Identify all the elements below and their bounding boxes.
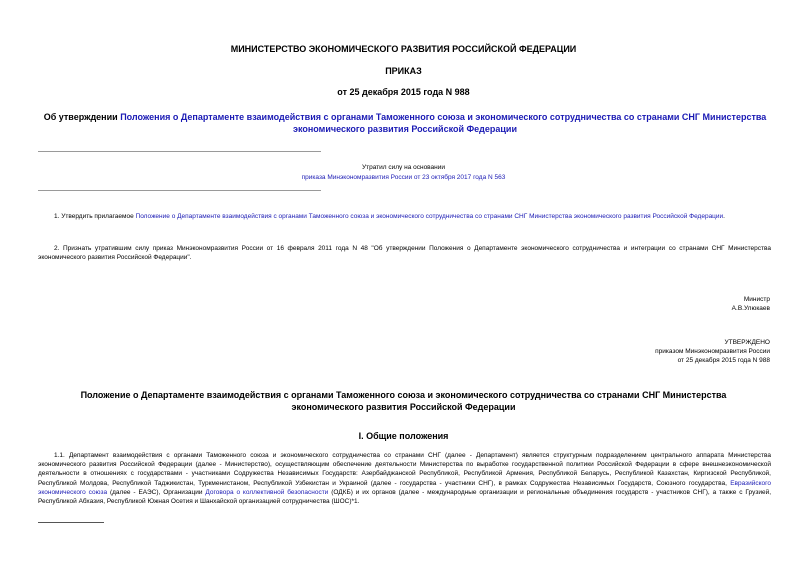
p1-suffix: . [723, 213, 725, 220]
status-line2-wrap [0, 173, 807, 182]
repeal-order-link[interactable]: приказа Минэкономразвития России от 23 октября 2017 года N 563 [301, 174, 506, 181]
doc-title [40, 111, 770, 135]
signature-role: Министр [743, 296, 770, 303]
approved-line2: приказом Минэкономразвития России [655, 348, 770, 355]
p11-text-b: (далее - ЕАЭС), Организации [107, 488, 206, 496]
p1-prefix: 1. Утвердить прилагаемое [54, 213, 136, 220]
ministry-heading: МИНИСТЕРСТВО ЭКОНОМИЧЕСКОГО РАЗВИТИЯ РОССИЙСКОЙ ФЕДЕРАЦИИ [230, 44, 577, 54]
doc-date-heading: от 25 декабря 2015 года N 988 [337, 87, 470, 97]
eaeu-link[interactable]: Евразийского экономического союза [38, 479, 771, 496]
regulation-link[interactable]: Положение о Департаменте взаимодействия с органами Таможенного союза и экономического сотрудничества со странами СНГ Министерства экономического развития Российской Федерации [135, 213, 724, 220]
doc-title-link[interactable]: Положения о Департаменте взаимодействия с органами Таможенного союза и экономического сотрудничества со странами СНГ Министерства экономического развития Российской Федерации [120, 112, 767, 134]
status-line1: Утратил силу на основании [361, 164, 446, 171]
paragraph-1 [38, 212, 771, 221]
approved-line1: УТВЕРЖДЕНО [724, 339, 770, 346]
signature-block [732, 295, 770, 313]
approved-block [655, 338, 770, 365]
signature-name: А.В.Улюкаев [731, 305, 770, 312]
doc-type-heading: ПРИКАЗ [385, 66, 422, 76]
approved-line3: от 25 декабря 2015 года N 988 [677, 357, 770, 364]
paragraph-1-1 [38, 451, 771, 506]
separator-top [38, 151, 321, 152]
p11-text-a: 1.1. Департамент взаимодействия с органами Таможенного союза и экономического сотрудничества со странами СНГ (далее - Департамент) является структурным подразделением центрального аппарата Министерства экономического развития Российской Федерации (далее - Министерство), осуществляющим обеспечение деятельности Министерства по выработке государственной политики Российской Федерации в сфере внешнеэкономической деятельности в отношениях с государствами - участниками Содружества Независимых Государств: Азербайджанской Республикой, Республикой Армения, Республикой Беларусь, Республикой Казахстан, Киргизской Республикой, Республикой Молдова, Республикой Таджикистан, Туркменистаном, Республикой Узбекистан и Украиной (далее - государства - участники СНГ), в рамках Содружества Независимых Государств, Союзного государства, [38, 452, 771, 487]
separator-bottom [38, 190, 321, 191]
doc-title-prefix: Об утверждении [43, 112, 121, 122]
csto-treaty-link[interactable]: Договора о коллективной безопасности [205, 488, 329, 496]
paragraph-2: 2. Признать утратившим силу приказ Минэкономразвития России от 16 февраля 2011 года N 48 "Об утверждении Положения о Департаменте экономического сотрудничества и интеграции со странами СНГ Министерства экономического развития Российской Федерации". [38, 245, 771, 262]
regulation-title: Положение о Департаменте взаимодействия с органами Таможенного союза и экономического сотрудничества со странами СНГ Министерства экономического развития Российской Федерации [80, 390, 727, 412]
p11-text-c: (ОДКБ) и их органов (далее - международные организации и региональные объединения государств - участников СНГ), а также с Грузией, Республикой Абхазия, Республикой Южная Осетия и Шанхайской организацией сотрудничества (ШОС)*1. [38, 488, 772, 506]
footnote-separator [38, 522, 104, 523]
section-heading: I. Общие положения [358, 431, 449, 441]
